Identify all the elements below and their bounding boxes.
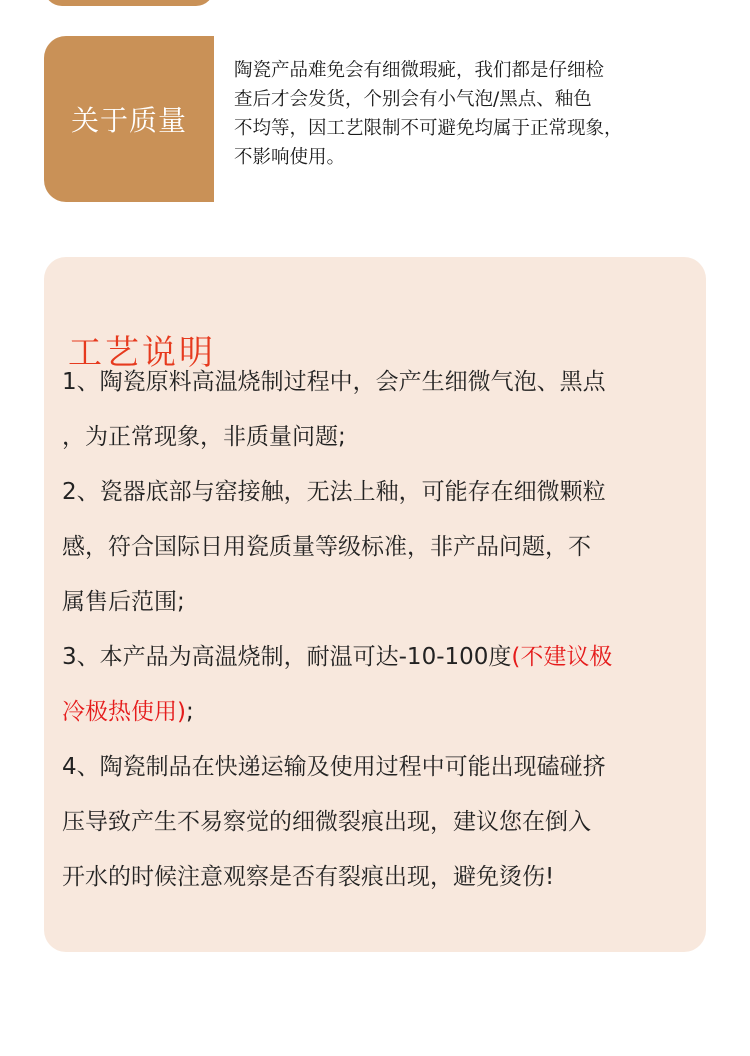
craft-line: 4、陶瓷制品在快递运输及使用过程中可能出现磕碰挤 bbox=[62, 754, 606, 780]
craft-title: 工艺说明 bbox=[68, 333, 216, 374]
craft-line: 2、瓷器底部与窑接触，无法上釉，可能存在细微颗粒 bbox=[62, 479, 606, 505]
quality-line: 不影响使用。 bbox=[234, 147, 346, 168]
craft-line: 属售后范围; bbox=[62, 589, 185, 615]
craft-card bbox=[44, 257, 706, 952]
craft-line: 1、陶瓷原料高温烧制过程中，会产生细微气泡、黑点 bbox=[62, 369, 606, 395]
craft-line bbox=[62, 630, 702, 685]
quality-label-box bbox=[44, 36, 214, 202]
craft-line-text: ; bbox=[185, 699, 194, 725]
quality-line: 不均等，因工艺限制不可避免均属于正常现象， bbox=[234, 118, 623, 139]
quality-label: 关于质量 bbox=[70, 104, 187, 137]
craft-warning-text: 冷极热使用) bbox=[62, 699, 186, 725]
quality-section bbox=[44, 36, 708, 202]
craft-line: ，为正常现象，非质量问题; bbox=[62, 424, 346, 450]
craft-line-text: 3、本产品为高温烧制，耐温可达-10-100度 bbox=[62, 644, 512, 670]
quality-description bbox=[234, 56, 704, 172]
previous-section-label-edge bbox=[44, 0, 214, 6]
craft-line: 压导致产生不易察觉的细微裂痕出现，建议您在倒入 bbox=[62, 809, 591, 835]
craft-description bbox=[62, 355, 702, 905]
quality-line: 陶瓷产品难免会有细微瑕疵，我们都是仔细检 bbox=[234, 60, 605, 81]
craft-line: 开水的时候注意观察是否有裂痕出现，避免烫伤! bbox=[62, 864, 555, 890]
craft-line: 感，符合国际日用瓷质量等级标准，非产品问题，不 bbox=[62, 534, 591, 560]
craft-warning-text: (不建议极 bbox=[511, 644, 613, 670]
craft-line bbox=[62, 685, 702, 740]
quality-line: 查后才会发货，个别会有小气泡/黑点、釉色 bbox=[234, 89, 592, 110]
